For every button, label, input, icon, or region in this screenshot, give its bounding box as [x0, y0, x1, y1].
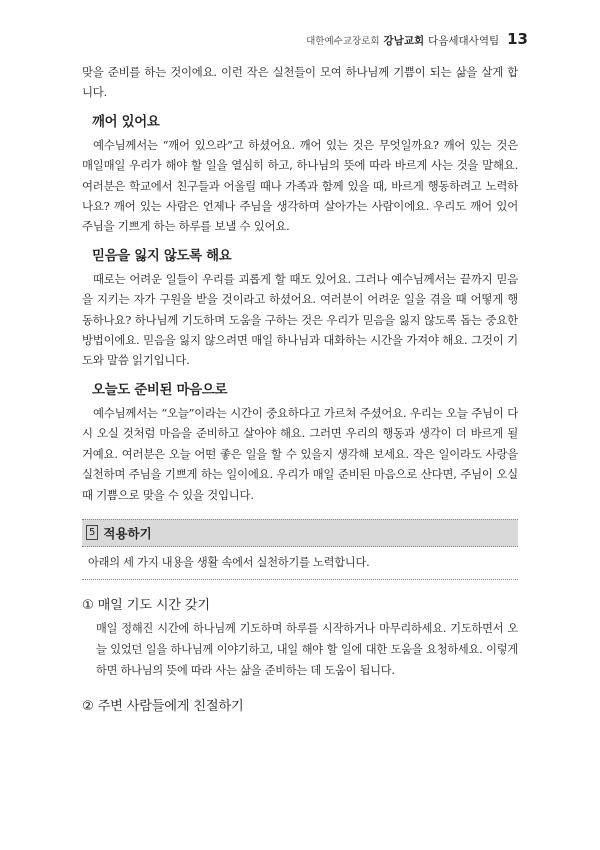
header-org: 대한예수교장로회 — [306, 36, 380, 47]
circled-number-1: ① — [82, 597, 94, 613]
section-heading-prepared: 오늘도 준비된 마음으로 — [92, 382, 228, 398]
section-heading-awake: 깨어 있어요 — [92, 114, 160, 130]
apply-item-2-title: 주변 사람들에게 친절하기 — [97, 699, 244, 715]
section-body-faith: 때로는 어려운 일들이 우리를 괴롭게 할 때도 있어요. 그러나 예수님께서는 끝까지 믿음을 지키는 자가 구원을 받을 것이라고 하셨어요. 여러분이 어려운 일을 겪을 때 어떻게 행동하나요? 하나님께 기도하며 도움을 구하는 것은 우리가 믿음을 잃지 않도록 돕는 중요한 방법이에요. 믿음을 잃지 않으려면 매일 하나님과 대화하는 시간을 가져야 해요. 그것이 기도와 말씀 읽기입니다. — [82, 271, 518, 368]
apply-item-1-heading — [82, 594, 518, 613]
section-body-prepared: 예수님께서는 “오늘”이라는 시간이 중요하다고 가르쳐 주셨어요. 우리는 오늘 주님이 다시 오실 것처럼 마음을 준비하고 살아야 해요. 그러면 우리의 행동과 생각이 더 바르게 될 거예요. 여러분은 오늘 어떤 좋은 일을 할 수 있을지 생각해 보세요. 작은 일이라도 사랑을 실천하며 주님을 기쁘게 하는 일이에요. 우리가 매일 준비된 마음으로 산다면, 주님이 오실 때 기쁨으로 맞을 수 있을 것입니다. — [82, 405, 518, 502]
intro-paragraph: 맞을 준비를 하는 것이에요. 이런 작은 실천들이 모여 하나님께 기쁨이 되는 삶을 살게 합니다. — [82, 65, 518, 100]
dotted-divider — [82, 579, 518, 580]
apply-section-bar — [82, 519, 518, 547]
running-header — [306, 30, 528, 48]
section-number-box: 5 — [86, 525, 98, 540]
header-church: 강남교회 — [383, 35, 425, 47]
apply-item-1-body: 매일 정해진 시간에 하나님께 기도하며 하루를 시작하거나 마무리하세요. 기도하면서 오늘 있었던 일을 하나님께 이야기하고, 내일 해야 할 일에 대한 도움을 요청하세요. 이렇게 하면 하나님의 뜻에 따라 사는 삶을 준비하는 데 도움이 됩니다. — [96, 621, 518, 677]
apply-item-2-heading — [82, 695, 518, 714]
circled-number-2: ② — [82, 699, 94, 715]
apply-section-title: 적용하기 — [103, 525, 152, 541]
header-team: 다음세대사역팀 — [428, 35, 500, 47]
apply-section-description: 아래의 세 가지 내용을 생활 속에서 실천하기를 노력합니다. — [88, 555, 370, 569]
section-body-awake: 예수님께서는 “깨어 있으라”고 하셨어요. 깨어 있는 것은 무엇일까요? 깨어 있는 것은 매일매일 우리가 해야 할 일을 열심히 하고, 하나님의 뜻에 따라 바르게 사는 것을 말해요. 여러분은 학교에서 친구들과 어울릴 때나 가족과 함께 있을 때, 바르게 행동하려고 노력하나요? 깨어 있는 사람은 언제나 주님을 생각하며 살아가는 사람이에요. 우리도 깨어 있어 주님을 기쁘게 하는 하루를 보낼 수 있어요. — [82, 137, 518, 234]
apply-item-1-title: 매일 기도 시간 갖기 — [97, 597, 210, 613]
page-number: 13 — [507, 30, 528, 48]
page-content — [82, 62, 518, 720]
section-heading-faith: 믿음을 잃지 않도록 해요 — [92, 248, 232, 264]
